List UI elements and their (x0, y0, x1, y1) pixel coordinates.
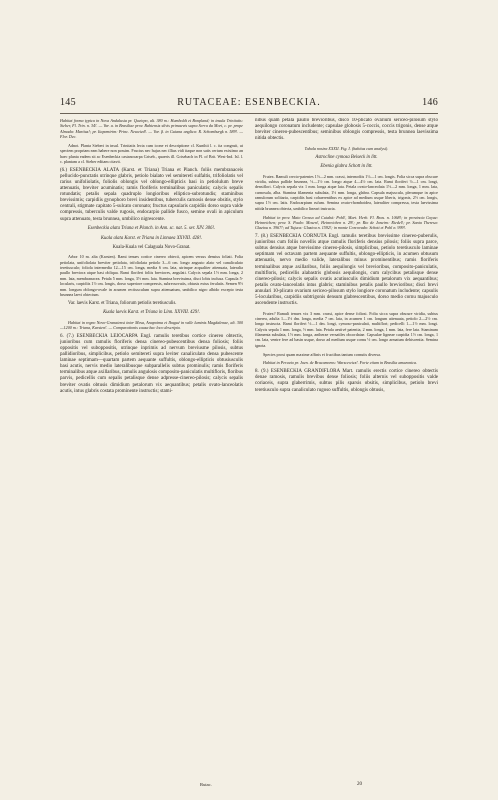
habitat-2-paragraph: Habitat in regno Novo-Granatensi inter Mesa, Anapoima et Ibagué in valle luminis Magdalenae, alt. 300—1200 m.: Triana, Karsten!. — Comparationis causa hac loco descripta. (60, 319, 243, 330)
synonym-r2: Ebenia glabra Schott in litt. (320, 164, 373, 170)
species-9-paragraph (255, 369, 438, 393)
species-7-diagnosis: ramulis teretibus cortice cinereo obtectis, junioribus cum ramulis floriferis densa cinereo-pubescentibus densa foliosis; foliis oppositis vel suboppositis, utrinque inprimis ad nervum breviusme pilosis, subtus pallidioribus, simplicibus, petiolo semiteretí supra leviter canaliculato densa pubescente laminae septimam—quartam partem aequante suffultis, oblongo-ellipticis obtusiusculis basi acutis, nervis medio lateralibusque subparallelis subtus prominulis; ramis floriferis terminalibus atque axillaribus, ramulis angulosis composito-paniculatis multifloris, floribus parvis, pedicellis cum sepalis petalisque dense adpresse-cinereo-pilosis; calycis sepalis breviter ovatis obtusis dimidium petalorum vix aequantibus; petalis ovato-lanceolatis acutis, intus glabris costata prominente instructis; stami- (60, 333, 243, 394)
species-8-diagnosis: ramulis teretibus brevissime cinereo-puberulis, junioribus cum foliis novellis atque ramulis floriferis densius pilosis; foliis supra parce, subtus densius atque brevissime cinereo-pilosis, simplicibus, petiolo teretiusculo laminae septimam vel octavam partem aequante suffultis, oblongo-ellipticis, in acumen obtusum attenuatis, nervo medio valide, lateralibus minus prominentibus; ramis floriferis terminalibus atque axillaribus, foliis aequilongis vel brevioribus, composito-paniculatis, multifloris, pedicellis alabastris globosis aequilongis, cum calycibus petalisque dense cinereo-pilosis; calycis sepalis ovatis acutiusculis dimidium petalorum vix aequantibus; petalis ovato-lanceolatis intus glabris; staminibus petalis paullo brevioribus; disci brevi annulari 10-plicato ovarium sericeo-pilosum stylo longiore coronatum includente; capsulis 5-locularibus, carpidiis subtrigonis densum glabrescentibus, dorso medio cornu majusculo ascendente instructis. (255, 234, 438, 307)
species-7-description: Frutex. Ramuli crecto-patentes 1½—2 mm. crassi, internodiis 1⅓—1 cm. longis. Folia sicca supra obscure viridia, subtus pallide brunnea, ½—1½ cm. longo atque 4—4½ cm. lata. Rami floriferi ½—1 cm. longi, densiflori. Calycis sepala vix 1 mm. longa atque lata. Petala ovato-lanceolata 1½—2 mm. longa, 1 mm. lata, carnosula, alba. Stamina filamenta subulata, 1½ mm. longa, glabra. Capsula majuscula, plerumque in apice ramulorum solitaria, carpidiis basi cohaerentibus ex apice ad medium usque liberis, trigonis, 2½ cm. longis, supra 1½ cm. latis. Endocarpium rufum. Semina ovato-rhomboidea, lateraliter compressa, testa laevissima nitida brunnea obtecta, umbilico lineari instructa. (255, 173, 438, 211)
habitat-8-paragraph: Habitat in Peruvia pr. Jaen. de Bracamoros: Warscewicz!. Forte etiam in Brasilia amazonica. (263, 360, 418, 366)
footer-left: Rutac. (200, 782, 212, 787)
adnotatio-paragraph: Adnot. Planta Sieberi in insul. Trinitatis lecta cum icone et descriptione cl. Kunthii l. c. ita congruit, ut speciem propriam eam habere non possim. Fructus nec hujus nec illius vidi itaque non satis certam existimo an haec planta eadem sit ac Esenbeckia castanocarpa Griseb., quaeris ill. Grisebach in Fl. of Brit. West-Ind. Isl. l. c. plantam a cl. Sieber editam citavit. (60, 142, 243, 164)
species-6-heading: (6.) ESENBECKIA ALATA (Karst. et Triana) Triana et Planch. (60, 167, 199, 173)
species-6-paragraph (60, 168, 243, 223)
species-7-heading: 6. (7.) ESENBECKIA LEIOCARPA Engl. (60, 333, 152, 339)
page-number-left: 145 (60, 97, 76, 108)
header-rule (60, 113, 438, 114)
footer-signature: 20 (357, 782, 362, 787)
species-6-description: Arbor 10 m. alta (Karsten). Rami tenues cortice cinereo obtecti, apicem versus densius foliati. Folia petiolata, unifoliolata breviter petiolata, trifoliolata petiolo 3—6 cm. longo angusto alato vel canaliculato teretiusculo; foliola intermedia 12—15 cm. longa, media 6 cm. lata, utrinque acqualiter attenuata, lateralia paullo breviora atque basi obliqua. Rami floriferi foliis breviores, angulati. Calycis sepala 1½ mm. longa, 2 mm. lata, membranacea. Petala 5 mm. longa, 3½ mm. lata. Stamina brevissima, disci lobis inclusa. Capsula 5-locularis, carpidiis 1½ cm. longis, dorso superiore compressis, subrecurvatis, obtusis extus ferulatis. Semen 9½ mm. longum oblongo-ovale in acumen rectiusculum supra attenuatum, umbilico nigro albido excepto testa brunnea laevi obtectum. (60, 254, 243, 297)
species-9-diagnosis: ramulis erectis cortice cinereo obtectis denae ramosis, ramulis brevibus dense foliosis; foliis alternis vel suboppositis valde coriaceis, supra glaberrimis, subtus pilis sparsis obsitis, simplicibus, petiolo brevi teretiusculo supra canaliculato rugoso suffultis, oblongis obtusis, (255, 369, 438, 393)
synonym-1: Esenbeckia alata Triana et Planch. in Ann. sc. nat. 5. ser. XIV. 306!. (87, 226, 216, 232)
synonym-r1: Astrocline cymosa Beiseck in litt. (315, 154, 378, 160)
running-header (60, 97, 438, 111)
variety-paragraph: Var. laevis Karst. et Triana, foliorum petiolis teretiusculis. (68, 300, 177, 306)
running-title: RUTACEAE: ESENBECKIA. (177, 97, 321, 108)
synonym-2: Kuala alata Karst. et Triana in Linnaea XXVIII. 428!. (100, 235, 203, 241)
right-column (255, 118, 438, 790)
habitat-r-paragraph: Habitat in prov. Mato Grosso ad Cuiabá: Pohl!, Mart. Herb. Fl. Bras. n. 1068!; in provincia Goyaz: Heinreichen; prov. S. Paulo: Mosen!, Heinreichen n. 29!; pr. Rio de Janeiro: Riedel!; pr. Santa Theresa: Glaziou n. 3967!; ad Tujuca: Glaziou n. 1592!; in monte Corcovado: Schott et Pohl n. 999!. (255, 214, 438, 231)
species-8-description: Frutex? Ramuli tenues vix 3 mm. crassi, apice dense foliosi. Folia sicca supra obscure viridia, subtus cinerea, adulta 1—1½ dm. longa, media 7 cm. lata, in acumen 1 cm. longum attenuata, petiolo 2—2½ cm. longo instructa. Rami floriferi ½—1 dm. longi, cymoso-paniculati, multiflori; pedicelli 1—1½ mm. longi. Calycis sepala 1 mm. longa, ½ mm. lata. Petala aestivé patentia, 2 mm. longa, 1 mm. lata, fere lata. Staminum filamenta subulata, 1½ mm. longa, antherae versatiles obcordatae. Capsulae ligneae carpidia 1½ cm. longa, 1 cm. lata, ventre fere ad basin usque, dorso ad medium usque cornu ½ cm. longo armatum dehiscentia. Semina ignota. (255, 310, 438, 348)
habitat-paragraph: Habitat forma typica in Nova Andalusia pr. Quetepo, alt. 380 m.: Humboldt et Bonpland; in insula Trinitatis: Sieber, Fl. Trin. n. 34!. — Var. a. in Brasiliae prov. Bahiensis silvis primaevis supra Serra da Mori, c. pr. prope Almada: Martius!; pr. Itapemirim: Princ. Neuwied!. — Var. β. in Guiana anglica: R. Schomburgk n. 589!. — Flor. Dec. (60, 118, 243, 140)
species-8-heading: 7. (8.) ESENBECKIA CORNUTA Engl. (255, 234, 340, 240)
species-9-heading: 8. (9.) ESENBECKIA GRANDIFLORA Mart. (255, 369, 354, 375)
species-7-paragraph (60, 334, 243, 395)
synonym-3: Kuala laevis Karst. et Triana in Linn. XXVIII. 429!. (103, 310, 200, 316)
plate-reference: Tabula nostra XXXII. Fig. I. (habitus cum analysi). (304, 145, 389, 151)
vernacular-name: Kuala-Kuala vel Calaguala Novo-Granat. (112, 245, 191, 250)
left-column (60, 118, 243, 790)
species-8-paragraph (255, 234, 438, 307)
page-number-right: 146 (422, 97, 438, 108)
species-8-note: Species proxi quam maxime affinis et fructibus tantum cornutis diversa. (263, 351, 381, 357)
species-6-diagnosis: foliis membranaceis pellucido-punctatis utrinque glabris, petiolo bialato vel semiteretí sulfaltis, trifoliolatis vel rarius unifoliolatis, foliolis oblongis vel oblongo-ellipticis basi in petiolulum breve attenuatis, breviter acuminatis; ramis floriferis terminalibus paniculatis; calycis sepalis rotundatis; petalis sepala quadruplo longioribus elliptico-subrotundis; staminibus brevissimis; carpidiis gynophoro brevi insidentibus, tuberculis carnosis dense obsitis, stylo centrali, stigmate capitato 5-sulcato coronato; fructus capsularis carpidiis dorso supra valde compressis, tuberculis valde rugosis, endocarpio pallide fusco, semine ovali in apiculum supra attenuato, testa brunnea, umbilico nigrescente. (60, 167, 243, 222)
continued-diagnosis: nibus quam petala paullo brevioribus, disco 10-plicato ovarium sericeo-pilosum stylo aequilongo coronatum includente; capsulae globosis 5-coccis, coccis trigonis, dense atque breviter cinereo-pubescentibus; seminibus oblongis compressis, testa brunnea laevissima nitida obtectis. (255, 118, 438, 142)
